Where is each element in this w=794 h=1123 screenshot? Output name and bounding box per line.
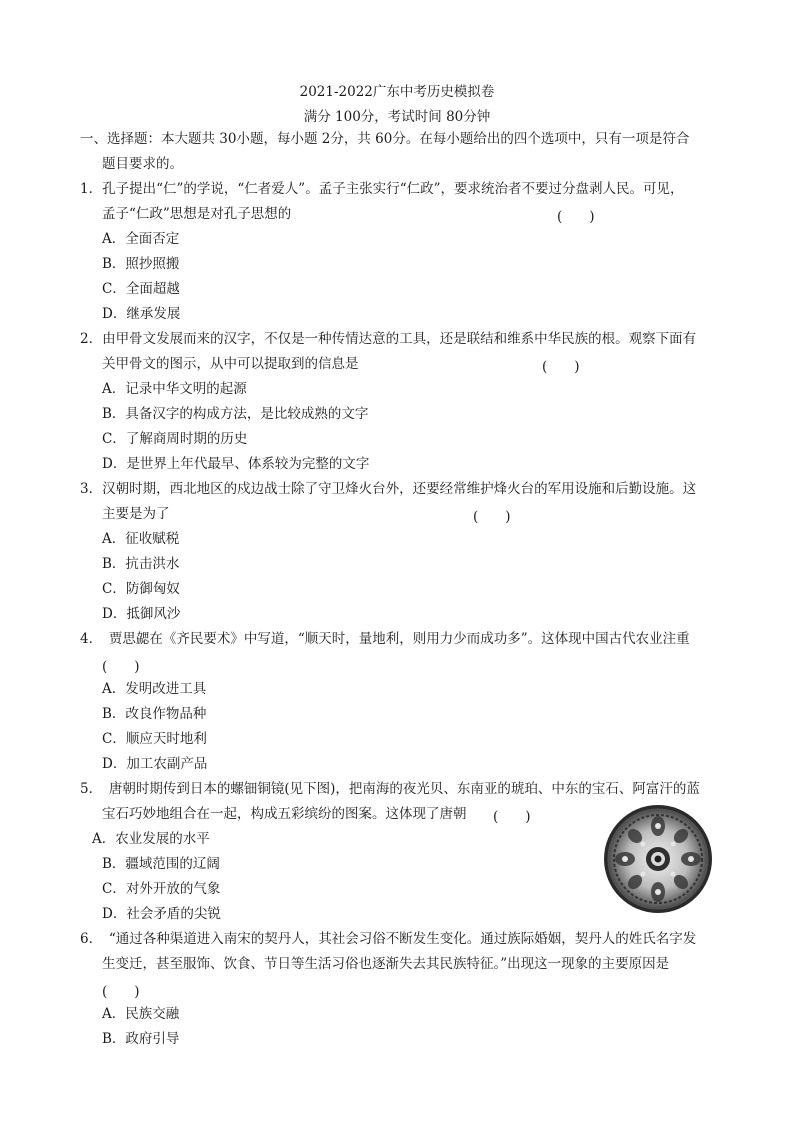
q1-option-d[interactable]: D．继承发展 [102,306,181,322]
answer-blank-1[interactable]: ( ) [557,209,595,225]
question-5-text: 5． 唐朝时期传到日本的螺钿铜镜(见下图)，把南海的夜光贝、东南亚的琥珀、中东的宝石、阿富汗的蓝 [80,781,700,797]
q2-option-b[interactable]: B．具备汉字的构成方法，是比较成熟的文字 [102,406,369,422]
q6-option-a[interactable]: A．民族交融 [102,1006,180,1022]
q1-option-c[interactable]: C．全面超越 [102,281,180,297]
q4-option-a[interactable]: A．发明改进工具 [102,681,207,697]
question-4-text: 4． 贾思勰在《齐民要术》中写道，“顺天时，量地利，则用力少而成功多”。这体现中国古代农业注重 [80,631,690,647]
section-heading-cont: 题目要求的。 [102,156,183,172]
question-1-text-cont: 孟子“仁政”思想是对孔子思想的 [102,206,292,222]
q5-option-b[interactable]: B．疆域范围的辽阔 [102,856,220,872]
answer-blank-6[interactable]: ( ) [102,984,140,1000]
question-3-text-cont: 主要是为了 [102,506,170,522]
q2-option-d[interactable]: D．是世界上年代最早、体系较为完整的文字 [102,456,370,472]
question-1-text: 1．孔子提出“仁”的学说，“仁者爱人”。孟子主张实行“仁政”，要求统治者不要过分盘剥人民。可见， [80,181,684,197]
q2-option-a[interactable]: A．记录中华文明的起源 [102,381,247,397]
luodian-bronze-mirror-image [603,804,713,914]
answer-blank-2[interactable]: ( ) [542,359,580,375]
q5-option-c[interactable]: C．对外开放的气象 [102,881,221,897]
question-5-text-cont: 宝石巧妙地组合在一起，构成五彩缤纷的图案。这体现了唐朝 [102,806,467,822]
question-2-text: 2．由甲骨文发展而来的汉字，不仅是一种传情达意的工具，还是联结和维系中华民族的根。观察下面有 [80,331,697,347]
mirror-icon [603,804,713,914]
question-6-text-cont: 生变迁，甚至服饰、饮食、节日等生活习俗也逐渐失去其民族特征。”出现这一现象的主要原因是 [102,956,670,972]
q5-option-d[interactable]: D．社会矛盾的尖锐 [102,906,221,922]
question-6-text: 6． “通过各种渠道进入南宋的契丹人，其社会习俗不断发生变化。通过族际婚姻，契丹人的姓氏名字发 [80,931,697,947]
q3-option-b[interactable]: B．抗击洪水 [102,556,180,572]
section-heading: 一、选择题：本大题共 30小题，每小题 2分，共 60分。在每小题给出的四个选项中，只有一项是符合 [80,131,690,147]
q3-option-c[interactable]: C．防御匈奴 [102,581,180,597]
q3-option-d[interactable]: D．抵御风沙 [102,606,181,622]
answer-blank-3[interactable]: ( ) [473,509,511,525]
question-3-text: 3．汉朝时期，西北地区的戍边战士除了守卫烽火台外，还要经常维护烽火台的军用设施和后勤设施。这 [80,481,697,497]
q4-option-d[interactable]: D．加工农副产品 [102,756,208,772]
q4-option-c[interactable]: C．顺应天时地利 [102,731,207,747]
exam-subtitle: 满分 100分，考试时间 80分钟 [303,109,491,125]
answer-blank-5[interactable]: ( ) [493,809,531,825]
q4-option-b[interactable]: B．改良作物品种 [102,706,207,722]
q3-option-a[interactable]: A．征收赋税 [102,531,180,547]
answer-blank-4[interactable]: ( ) [102,659,140,675]
q1-option-b[interactable]: B．照抄照搬 [102,256,180,272]
q6-option-b[interactable]: B．政府引导 [102,1031,180,1047]
exam-title: 2021-2022广东中考历史模拟卷 [299,84,495,100]
q5-option-a[interactable]: A．农业发展的水平 [92,831,210,847]
question-2-text-cont: 关甲骨文的图示，从中可以提取到的信息是 [102,356,359,372]
q1-option-a[interactable]: A．全面否定 [102,231,180,247]
q2-option-c[interactable]: C．了解商周时期的历史 [102,431,248,447]
